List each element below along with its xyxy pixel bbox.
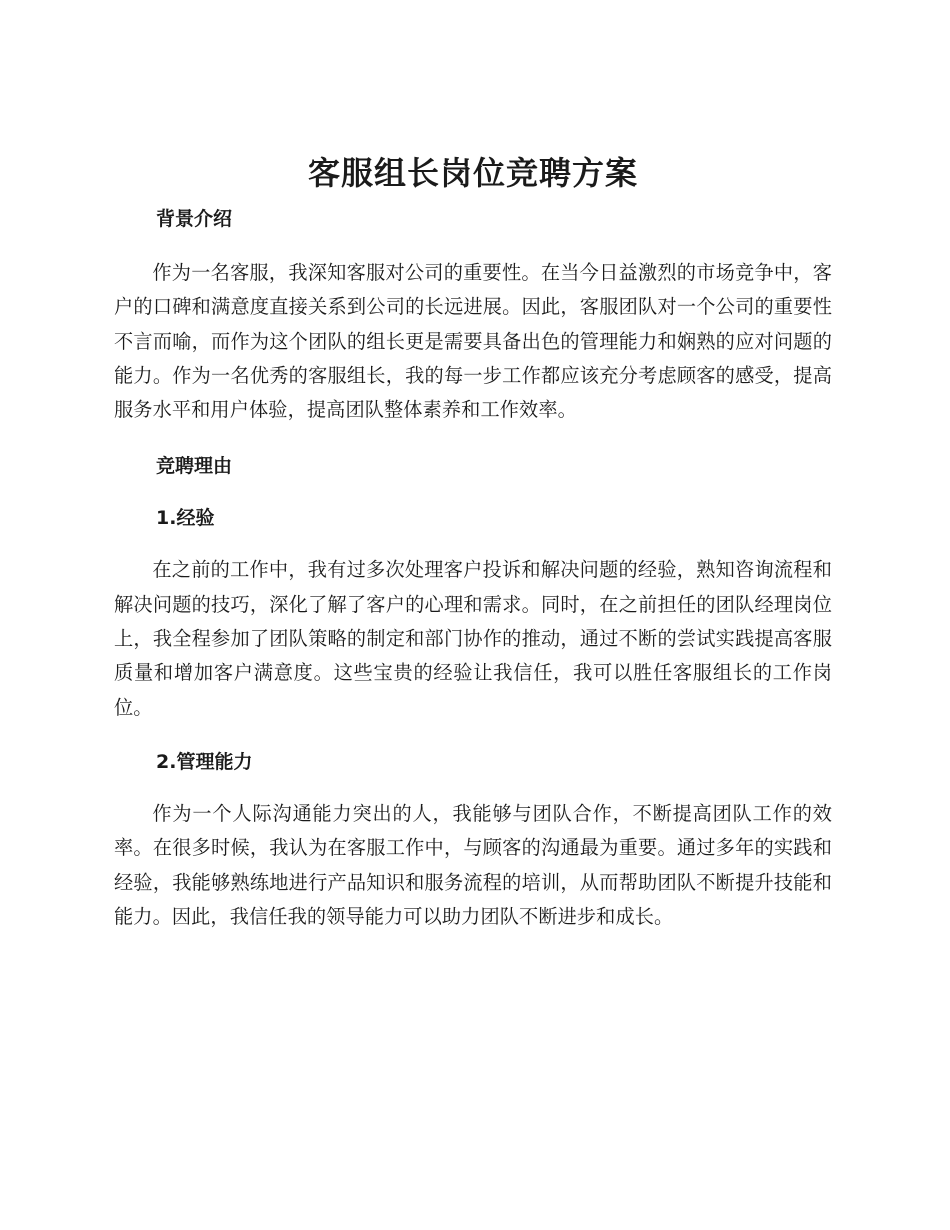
document-title: 客服组长岗位竞聘方案 <box>307 154 638 192</box>
heading-experience: 1.经验 <box>156 507 215 530</box>
heading-management: 2.管理能力 <box>156 750 253 773</box>
heading-background: 背景介绍 <box>156 208 233 230</box>
paragraph-background: 作为一名客服，我深知客服对公司的重要性。在当今日益激烈的市场竞争中，客户的口碑和满意度直接关系到公司的长远进展。因此，客服团队对一个公司的重要性不言而喻，而作为这个团队的组长更是需要具备出色的管理能力和娴熟的应对问题的能力。作为一名优秀的客服组长，我的每一步工作都应该充分考虑顾客的感受，提高服务水平和用户体验，提高团队整体素养和工作效率。 <box>114 261 832 422</box>
document-page <box>114 148 832 934</box>
heading-reasons: 竞聘理由 <box>156 455 233 478</box>
paragraph-experience: 在之前的工作中，我有过多次处理客户投诉和解决问题的经验，熟知咨询流程和解决问题的技巧，深化了解了客户的心理和需求。同时，在之前担任的团队经理岗位上，我全程参加了团队策略的制定和部门协作的推动，通过不断的尝试实践提高客服质量和增加客户满意度。这些宝贵的经验让我信任，我可以胜任客服组长的工作岗位。 <box>114 558 832 719</box>
paragraph-management: 作为一个人际沟通能力突出的人，我能够与团队合作，不断提高团队工作的效率。在很多时候，我认为在客服工作中，与顾客的沟通最为重要。通过多年的实践和经验，我能够熟练地进行产品知识和服务流程的培训，从而帮助团队不断提升技能和能力。因此，我信任我的领导能力可以助力团队不断进步和成长。 <box>114 801 832 928</box>
